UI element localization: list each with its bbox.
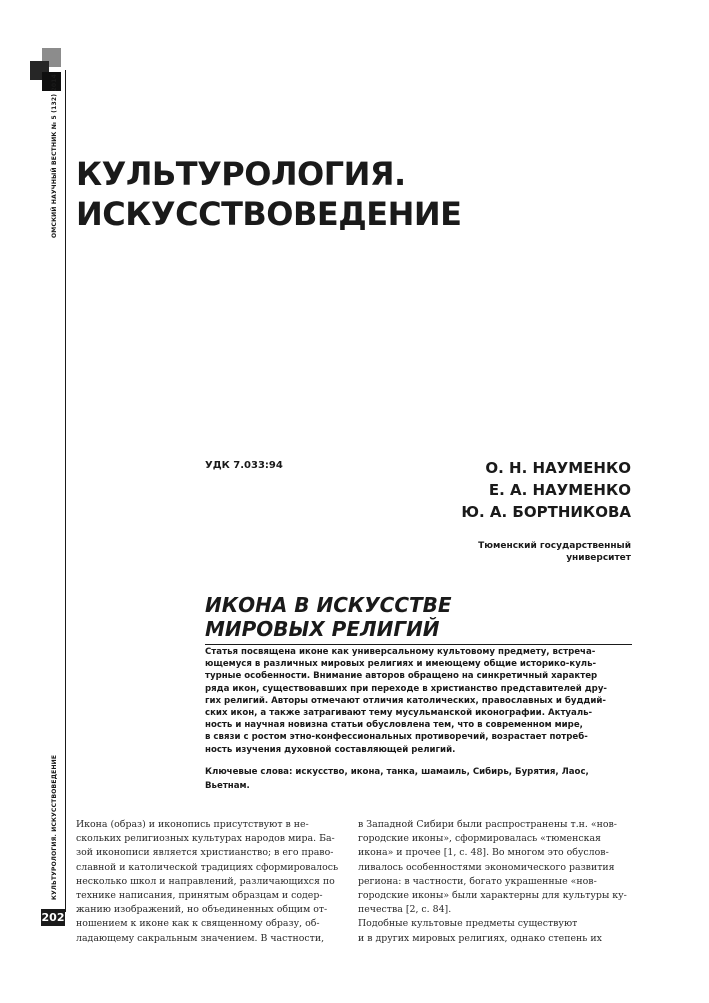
- body-line: технике написания, принятым образцам и содер-: [76, 890, 323, 902]
- body-line: в Западной Сибири были распространены т.н. «нов-: [358, 819, 617, 830]
- abstract: [205, 646, 632, 756]
- running-header: ОМСКИЙ НАУЧНЫЙ ВЕСТНИК № 5 (132) 2014: [51, 74, 58, 238]
- body-line: ливалось особенностями экономического развития: [358, 861, 615, 873]
- section-title: [76, 154, 676, 234]
- affiliation-line: университет: [566, 553, 631, 563]
- article-title: [205, 593, 452, 641]
- body-line: славной и католической традициях сформировалось: [76, 861, 339, 873]
- abstract-line: ряда икон, существовавших при переходе в христианство представителей дру-: [205, 683, 607, 694]
- body-line: ношением к иконе как к священному образу, об-: [76, 918, 320, 930]
- authors: [461, 457, 631, 523]
- author-name: О. Н. НАУМЕНКО: [485, 459, 631, 477]
- title-rule: [205, 644, 632, 645]
- body-line: и в других мировых религиях, однако степень их: [358, 932, 602, 944]
- body-line: икона» и прочее [1, с. 48]. Во многом это обуслов-: [358, 847, 609, 859]
- abstract-line: в связи с ростом этно-конфессиональных противоречий, возрастает потреб-: [205, 732, 588, 743]
- article-title-line: МИРОВЫХ РЕЛИГИЙ: [205, 617, 440, 641]
- body-line: несколько школ и направлений, различающихся по: [76, 875, 335, 887]
- abstract-line: ских икон, а также затрагивают тему мусульманской иконографии. Актуаль-: [205, 708, 593, 719]
- body-column-right: [358, 818, 634, 946]
- body-line: городские иконы» были характерны для культуры ку-: [358, 890, 627, 902]
- body-line: зой иконописи является христианство; в его право-: [76, 847, 334, 859]
- section-title-line: ИСКУССТВОВЕДЕНИЕ: [76, 195, 462, 233]
- article-title-line: ИКОНА В ИСКУССТВЕ: [205, 593, 452, 617]
- abstract-line: ющемуся в различных мировых религиях и имеющему общие историко-куль-: [205, 659, 597, 670]
- body-line: ладающему сакральным значением. В частности,: [76, 932, 325, 944]
- body-column-left: [76, 818, 352, 946]
- section-title-line: КУЛЬТУРОЛОГИЯ.: [76, 155, 406, 193]
- keywords: [205, 765, 632, 793]
- page-number: 202: [41, 911, 65, 924]
- udk-code: УДК 7.033:94: [205, 460, 283, 471]
- abstract-line: турные особенности. Внимание авторов обращено на синкретичный характер: [205, 671, 598, 682]
- body-line: региона: в частности, богато украшенные «нов-: [358, 875, 597, 887]
- running-section: КУЛЬТУРОЛОГИЯ. ИСКУССТВОВЕДЕНИЕ: [51, 754, 58, 900]
- affiliation-line: Тюменский государственный: [478, 541, 631, 551]
- body-line: жанию изображений, но объединенных общим от-: [76, 904, 328, 916]
- author-name: Ю. А. БОРТНИКОВА: [461, 503, 631, 521]
- body-line: Подобные культовые предметы существуют: [358, 918, 578, 930]
- keywords-line: Вьетнам.: [205, 781, 250, 791]
- body-line: городские иконы», сформировалась «тюменская: [358, 833, 601, 845]
- margin-rule: [65, 70, 66, 912]
- author-name: Е. А. НАУМЕНКО: [488, 481, 631, 499]
- abstract-line: гих религий. Авторы отмечают отличия католических, православных и буддий-: [205, 695, 606, 706]
- abstract-line: ность и научная новизна статьи обусловлена тем, что в современном мире,: [205, 720, 583, 731]
- body-line: скольких религиозных культурах народов мира. Ба-: [76, 833, 335, 845]
- affiliation: [478, 540, 631, 564]
- abstract-line: Статья посвящена иконе как универсальному культовому предмету, встреча-: [205, 647, 596, 657]
- abstract-line: ность изучения духовной составляющей религий.: [205, 744, 456, 755]
- body-line: печества [2, с. 84].: [358, 904, 452, 916]
- keywords-line: Ключевые слова: искусство, икона, танка, шамаиль, Сибирь, Бурятия, Лаос,: [205, 767, 589, 777]
- body-line: Икона (образ) и иконопись присутствуют в не-: [76, 819, 309, 830]
